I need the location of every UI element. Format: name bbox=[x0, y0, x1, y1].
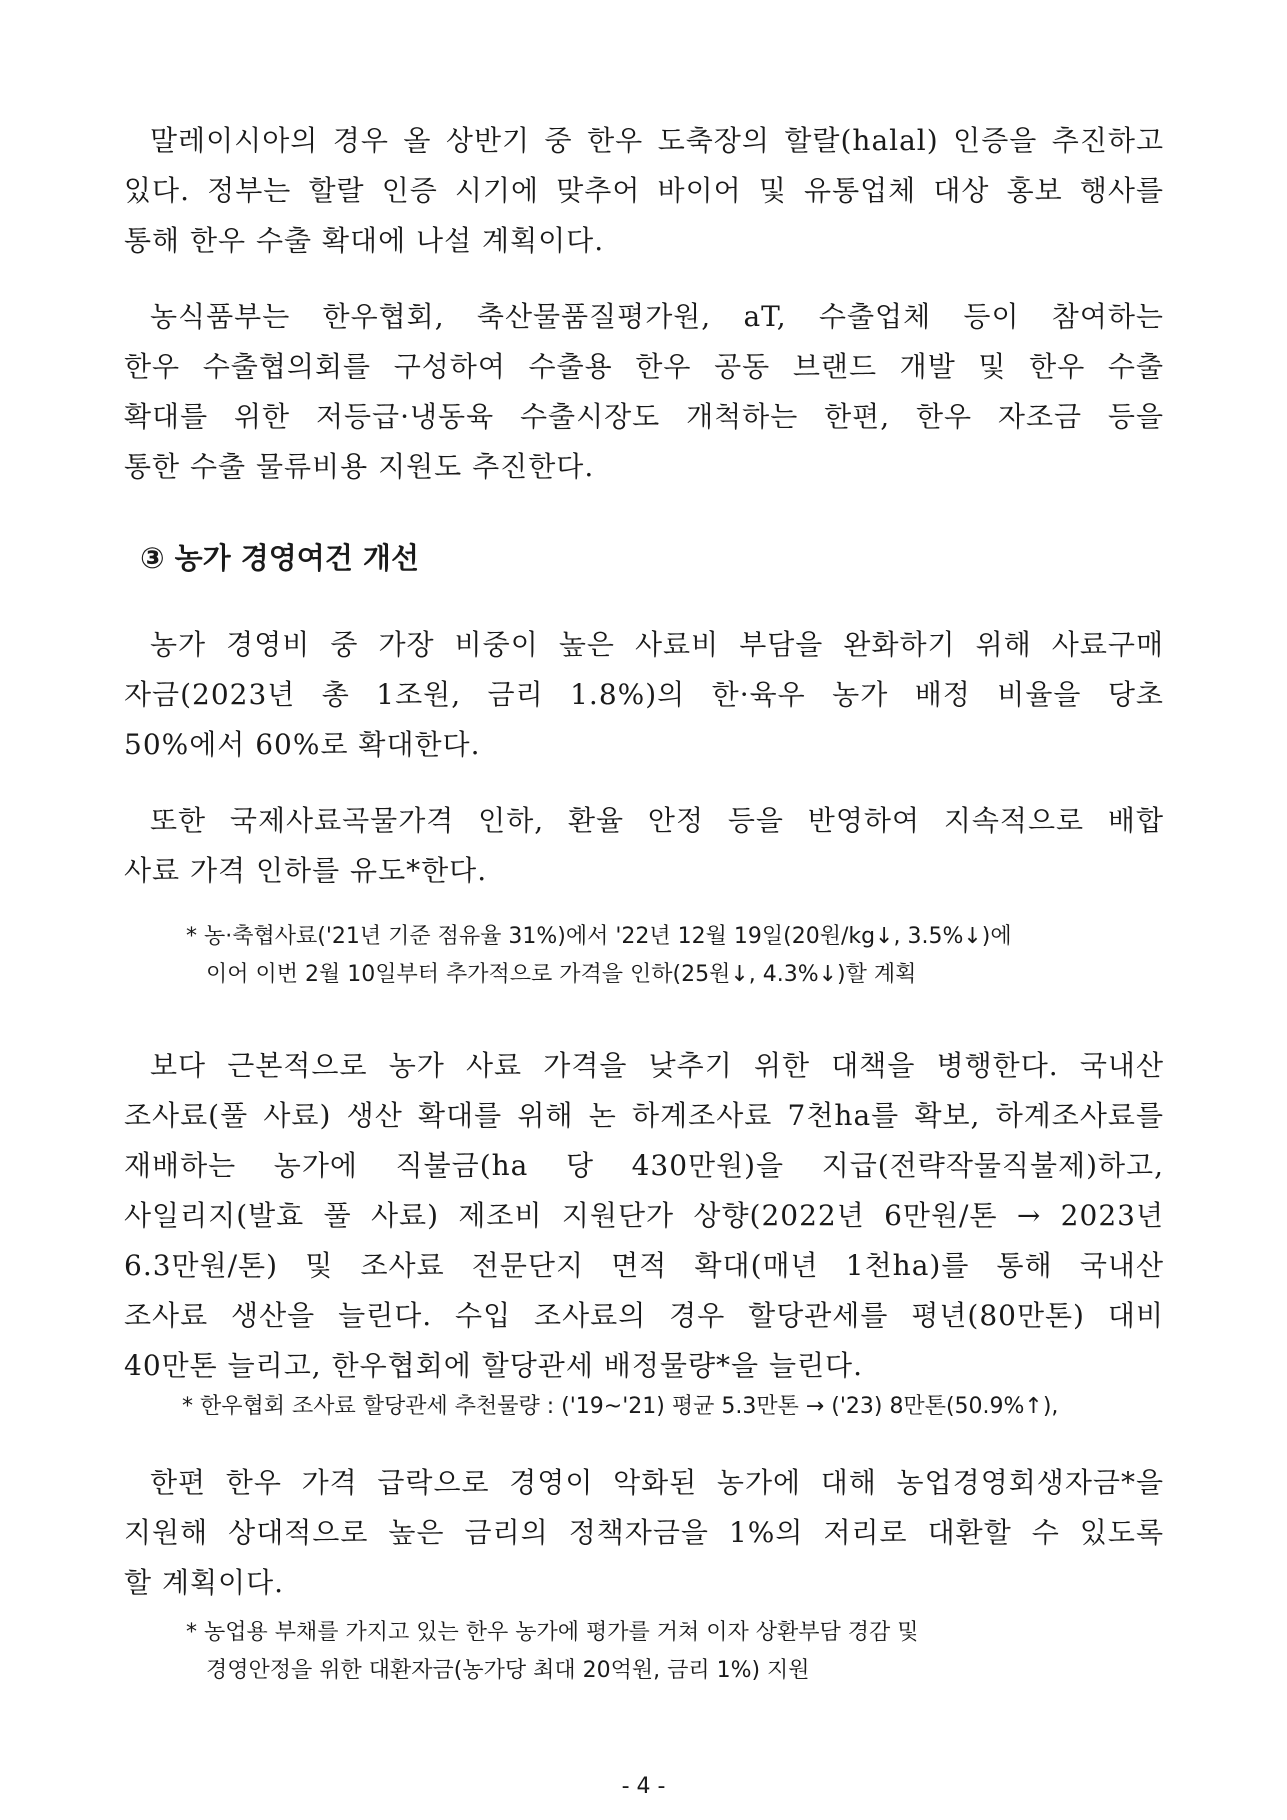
text-line: 지원해 상대적으로 높은 금리의 정책자금을 1%의 저리로 대환할 수 있도록 bbox=[124, 1516, 1164, 1549]
text-line: 자금(2023년 총 1조원, 금리 1.8%)의 한·육우 농가 배정 비율을 당초 bbox=[124, 678, 1164, 711]
text-line: 사일리지(발효 풀 사료) 제조비 지원단가 상향(2022년 6만원/톤 → 2023년 bbox=[124, 1199, 1164, 1232]
footnote-feed-price bbox=[186, 918, 1012, 994]
text-line: 통한 수출 물류비용 지원도 추진한다. bbox=[124, 450, 595, 483]
note-line: * 농업용 부채를 가지고 있는 한우 농가에 평가를 거쳐 이자 상환부담 경감 및 bbox=[186, 1620, 919, 1645]
text-line: 농식품부는 한우협회, 축산물품질평가원, aT, 수출업체 등이 참여하는 bbox=[150, 300, 1164, 333]
footnote-tariff-quota bbox=[182, 1388, 1058, 1426]
text-line: 40만톤 늘리고, 한우협회에 할당관세 배정물량*을 늘린다. bbox=[124, 1349, 863, 1382]
note-line: 이어 이번 2월 10일부터 추가적으로 가격을 인하(25원↓, 4.3%↓)할 계획 bbox=[206, 962, 917, 987]
text-line: 통해 한우 수출 확대에 나설 계획이다. bbox=[124, 224, 605, 257]
paragraph-rehabilitation-fund bbox=[124, 1458, 1164, 1608]
text-line: 할 계획이다. bbox=[124, 1566, 285, 1599]
text-line: 말레이시아의 경우 올 상반기 중 한우 도축장의 할랄(halal) 인증을 추진하고 bbox=[150, 124, 1164, 157]
text-line: 확대를 위한 저등급·냉동육 수출시장도 개척하는 한편, 한우 자조금 등을 bbox=[124, 400, 1164, 433]
text-line: 재배하는 농가에 직불금(ha 당 430만원)을 지급(전략작물직불제)하고, bbox=[124, 1149, 1164, 1182]
paragraph-roughage bbox=[124, 1041, 1164, 1391]
note-line: * 한우협회 조사료 할당관세 추천물량 : ('19~'21) 평균 5.3만톤 → ('23) 8만톤(50.9%↑), bbox=[182, 1394, 1059, 1419]
text-line: 한편 한우 가격 급락으로 경영이 악화된 농가에 대해 농업경영회생자금*을 bbox=[150, 1466, 1164, 1499]
note-line: 경영안정을 위한 대환자금(농가당 최대 20억원, 금리 1%) 지원 bbox=[206, 1658, 810, 1683]
section-heading: ③ 농가 경영여건 개선 bbox=[140, 541, 419, 575]
paragraph-halal-certification bbox=[124, 116, 1164, 266]
text-line: 또한 국제사료곡물가격 인하, 환율 안정 등을 반영하여 지속적으로 배합 bbox=[150, 804, 1164, 837]
text-line: 조사료 생산을 늘린다. 수입 조사료의 경우 할당관세를 평년(80만톤) 대비 bbox=[124, 1299, 1164, 1332]
note-line: * 농·축협사료('21년 기준 점유율 31%)에서 '22년 12월 19일(20원/kg↓, 3.5%↓)에 bbox=[186, 924, 1012, 949]
paragraph-feed-price bbox=[124, 796, 1164, 896]
text-line: 50%에서 60%로 확대한다. bbox=[124, 728, 481, 761]
footnote-refinancing bbox=[186, 1614, 918, 1690]
text-line: 보다 근본적으로 농가 사료 가격을 낮추기 위한 대책을 병행한다. 국내산 bbox=[150, 1049, 1164, 1082]
page-number: - 4 - bbox=[621, 1774, 666, 1799]
text-line: 농가 경영비 중 가장 비중이 높은 사료비 부담을 완화하기 위해 사료구매 bbox=[150, 628, 1164, 661]
text-line: 사료 가격 인하를 유도*한다. bbox=[124, 854, 488, 887]
text-line: 있다. 정부는 할랄 인증 시기에 맞추어 바이어 및 유통업체 대상 홍보 행사를 bbox=[124, 174, 1164, 207]
paragraph-export-council bbox=[124, 292, 1164, 492]
paragraph-feed-funds bbox=[124, 620, 1164, 770]
text-line: 조사료(풀 사료) 생산 확대를 위해 논 하계조사료 7천ha를 확보, 하계조사료를 bbox=[124, 1099, 1164, 1132]
text-line: 한우 수출협의회를 구성하여 수출용 한우 공동 브랜드 개발 및 한우 수출 bbox=[124, 350, 1164, 383]
text-line: 6.3만원/톤) 및 조사료 전문단지 면적 확대(매년 1천ha)를 통해 국내산 bbox=[124, 1249, 1164, 1282]
